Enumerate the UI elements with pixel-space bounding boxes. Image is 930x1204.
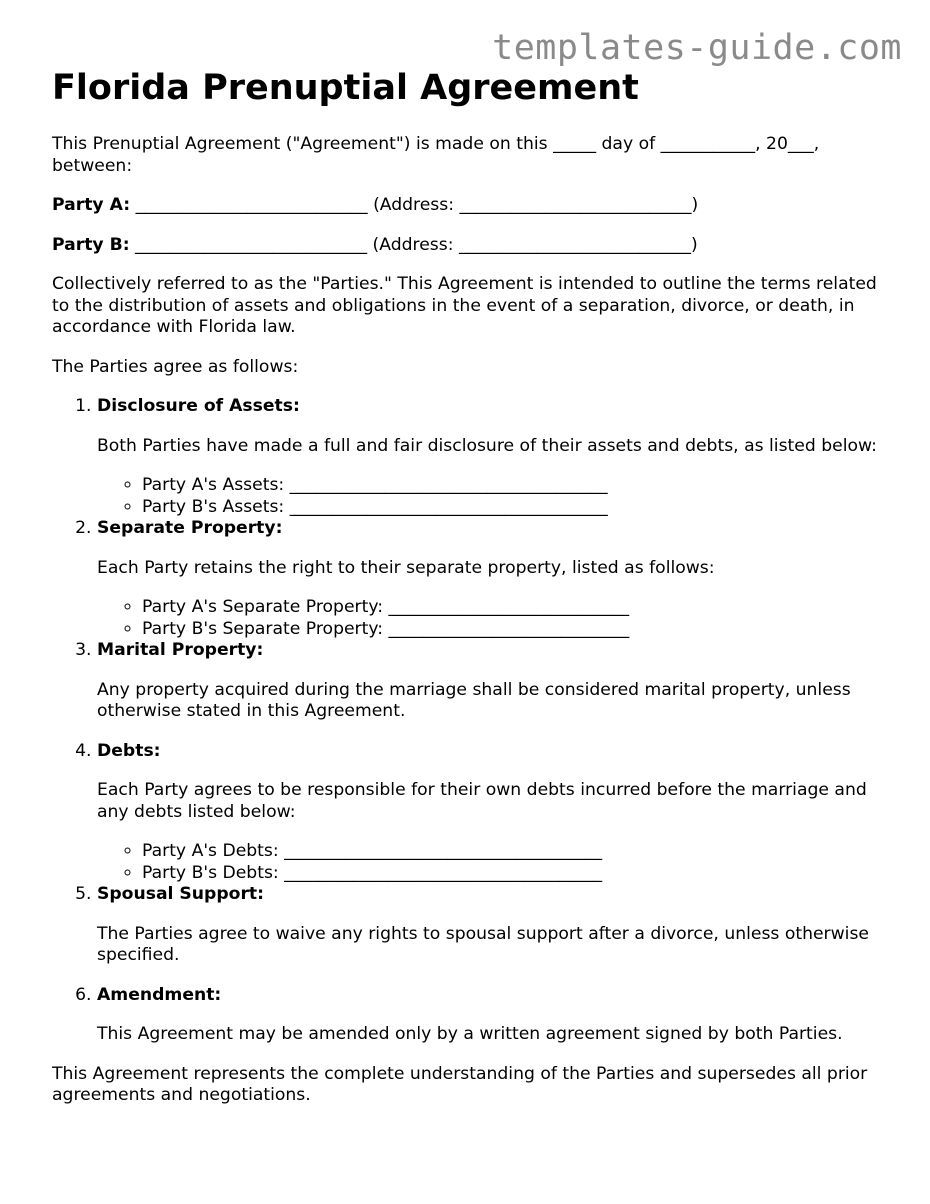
list-item: ◦ Party B's Assets: _____________________________________: [142, 497, 882, 519]
section-item: [97, 884, 882, 985]
section-item: [97, 396, 882, 518]
watermark: templates-guide.com: [492, 28, 902, 68]
section-title: 3. Marital Property:: [97, 640, 264, 660]
section-title: 6. Amendment:: [97, 984, 222, 1005]
section-title: 5. Spousal Support:: [97, 884, 265, 904]
collective-paragraph: Collectively referred to as the "Parties." This Agreement is intended to outline the terms related to the distribution of assets and obligations in the event of a separation, divorce, or death, in accordance with Florida law.: [52, 274, 877, 337]
section-item: [97, 985, 882, 1046]
section-text: Both Parties have made a full and fair disclosure of their assets and debts, as listed below:: [97, 435, 877, 456]
section-title: 2. Separate Property:: [97, 518, 283, 538]
section-text: Each Party agrees to be responsible for their own debts incurred before the marriage and any debts listed below:: [97, 780, 867, 822]
document-title: Florida Prenuptial Agreement: [52, 68, 639, 108]
sections-list: [52, 396, 882, 1046]
document-page: [52, 66, 882, 1107]
list-item: ◦ Party A's Separate Property: ____________________________: [142, 597, 882, 619]
party-a-line: [52, 195, 882, 217]
list-item: ◦ Party B's Separate Property: ____________________________: [142, 619, 882, 641]
section-sublist: [97, 841, 882, 884]
agree-paragraph: The Parties agree as follows:: [52, 356, 299, 377]
section-text: This Agreement may be amended only by a written agreement signed by both Parties.: [97, 1024, 843, 1044]
section-text: Each Party retains the right to their separate property, listed as follows:: [97, 557, 715, 578]
section-item: [97, 741, 882, 885]
section-item: [97, 518, 882, 640]
intro-paragraph: This Prenuptial Agreement ("Agreement") is made on this _____ day of ___________, 20___, between:: [52, 134, 820, 176]
party-b-label: Party B:: [52, 234, 130, 255]
party-a-label: Party A:: [52, 195, 131, 215]
section-sublist: [97, 475, 882, 518]
party-a-fields: ___________________________ (Address: ___________________________): [130, 195, 699, 215]
section-title: 1. Disclosure of Assets:: [97, 396, 300, 416]
party-b-fields: ___________________________ (Address: ___________________________): [129, 234, 698, 255]
section-item: [97, 640, 882, 741]
section-sublist: [97, 597, 882, 640]
closing-paragraph: This Agreement represents the complete understanding of the Parties and supersedes all prior agreements and negotiations.: [52, 1063, 868, 1105]
section-text: The Parties agree to waive any rights to spousal support after a divorce, unless otherwise specified.: [97, 923, 869, 965]
section-title: 4. Debts:: [97, 740, 161, 761]
list-item: ◦ Party B's Debts: _____________________________________: [142, 863, 882, 885]
list-item: ◦ Party A's Debts: _____________________________________: [142, 841, 882, 863]
list-item: ◦ Party A's Assets: _____________________________________: [142, 475, 882, 497]
party-b-line: [52, 235, 882, 257]
section-text: Any property acquired during the marriage shall be considered marital property, unless otherwise stated in this Agreement.: [97, 679, 851, 721]
